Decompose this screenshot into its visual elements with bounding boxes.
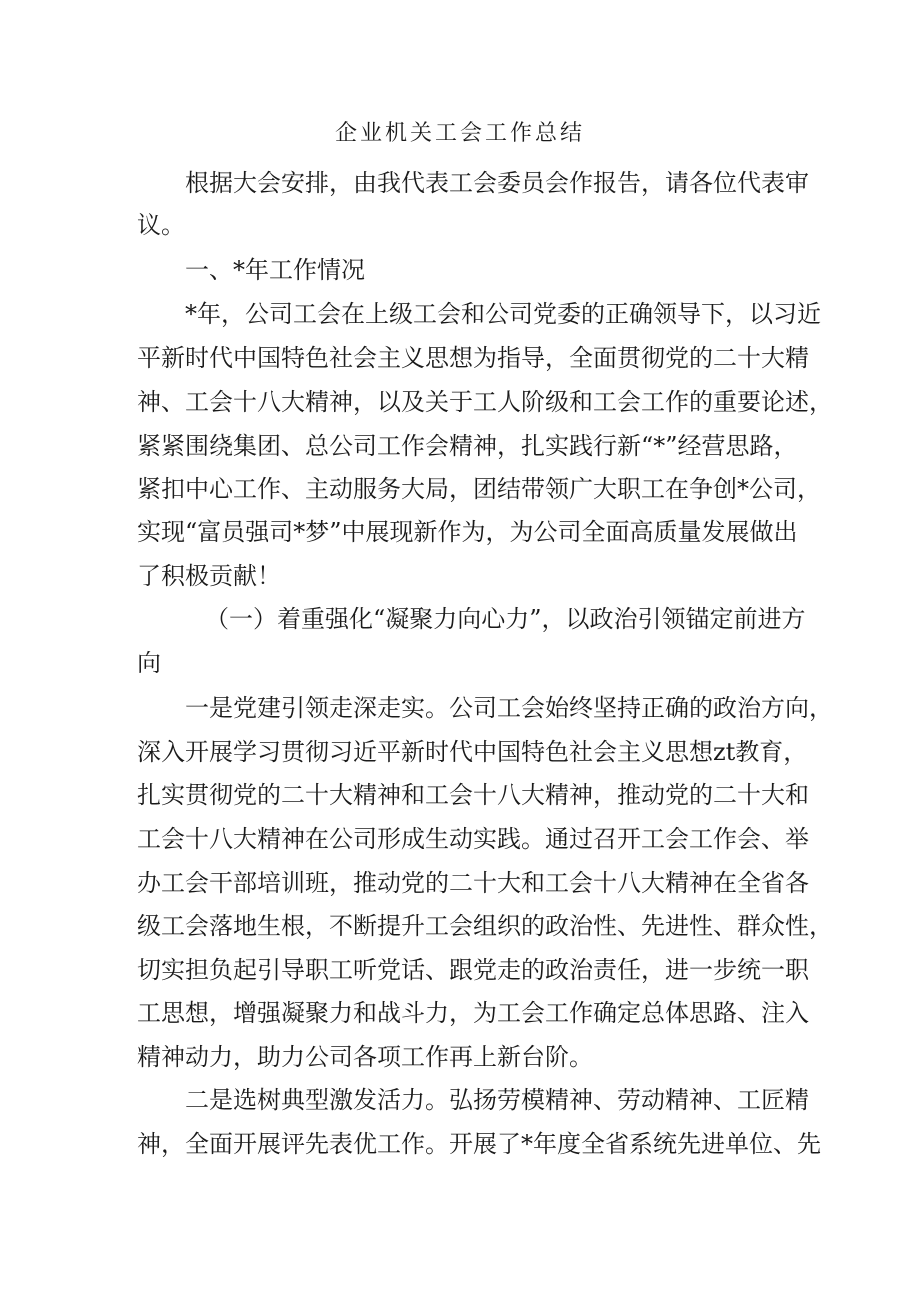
party-para-line-6: 级工会落地生根，不断提升工会组织的政治性、先进性、群众性， <box>137 912 833 940</box>
section-1-para-line-4: 紧紧围绕集团、总公司工作会精神，扎实践行新“*”经营思路， <box>137 432 798 460</box>
subheading-1-line-2: 向 <box>137 649 161 677</box>
models-para-line-2: 神，全面开展评先表优工作。开展了*年度全省系统先进单位、先 <box>137 1130 821 1158</box>
intro-line-2: 议。 <box>137 211 185 239</box>
section-1-para-line-5: 紧扣中心工作、主动服务大局，团结带领广大职工在争创*公司， <box>137 475 821 503</box>
section-1-para-line-1: *年，公司工会在上级工会和公司党委的正确领导下，以习近 <box>185 300 821 328</box>
party-para-line-9: 精神动力，助力公司各项工作再上新台阶。 <box>137 1043 593 1071</box>
subheading-1-line-1: （一）着重强化“凝聚力向心力”，以政治引领锚定前进方 <box>205 605 806 633</box>
party-para-line-4: 工会十八大精神在公司形成生动实践。通过召开工会工作会、举 <box>137 825 809 853</box>
document-title: 企业机关工会工作总结 <box>334 121 585 146</box>
party-para-line-3: 扎实贯彻党的二十大精神和工会十八大精神，推动党的二十大和 <box>137 781 809 809</box>
intro-line-1: 根据大会安排，由我代表工会委员会作报告，请各位代表审 <box>185 169 809 197</box>
party-para-line-8: 工思想，增强凝聚力和战斗力，为工会工作确定总体思路、注入 <box>137 999 809 1027</box>
party-para-line-1: 一是党建引领走深走实。公司工会始终坚持正确的政治方向， <box>185 694 833 722</box>
models-para-line-1: 二是选树典型激发活力。弘扬劳模精神、劳动精神、工匠精 <box>185 1086 809 1114</box>
section-1-para-line-7: 了积极贡献！ <box>137 562 281 590</box>
party-para-line-7: 切实担负起引导职工听党话、跟党走的政治责任，进一步统一职 <box>137 956 809 984</box>
party-para-line-2: 深入开展学习贯彻习近平新时代中国特色社会主义思想zt教育， <box>137 738 808 766</box>
section-1-para-line-6: 实现“富员强司*梦”中展现新作为，为公司全面高质量发展做出 <box>137 518 798 546</box>
section-1-para-line-3: 神、工会十八大精神，以及关于工人阶级和工会工作的重要论述， <box>137 388 833 416</box>
party-para-line-5: 办工会干部培训班，推动党的二十大和工会十八大精神在全省各 <box>137 869 809 897</box>
section-1-heading: 一、*年工作情况 <box>185 256 365 284</box>
section-1-para-line-2: 平新时代中国特色社会主义思想为指导，全面贯彻党的二十大精 <box>137 344 809 372</box>
